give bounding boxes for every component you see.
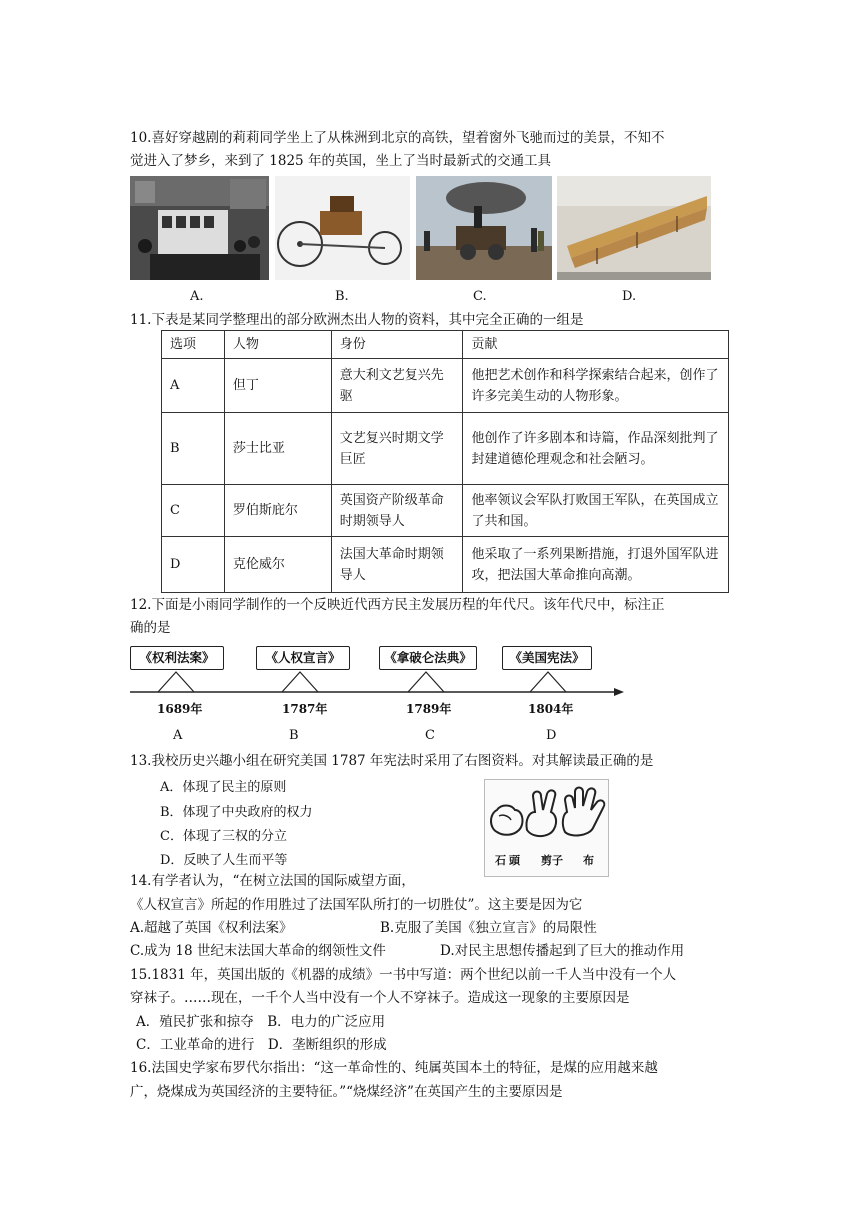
table-cell: 他率领议会军队打败国王军队，在英国成立了共和国。: [463, 485, 729, 537]
q12-stem-line1: 12.下面是小雨同学制作的一个反映近代西方民主发展历程的年代尺。该年代尺中，标注正: [130, 597, 665, 613]
q10-option-d: D.: [622, 289, 637, 304]
caption-rock-2: 頭: [509, 854, 520, 867]
table-cell: 他创作了许多剧本和诗篇，作品深刻批判了封建道德伦理观念和社会陋习。: [463, 413, 729, 485]
q13-option-d: D．反映了人生而平等: [160, 853, 288, 868]
table-cell: 文艺复兴时期文学巨匠: [331, 413, 463, 485]
table-cell: 克伦威尔: [224, 537, 331, 593]
photo-airplane: [557, 176, 711, 280]
q13-option-a: A．体现了民主的原则: [160, 780, 287, 795]
q10-stem-line2: 觉进入了梦乡，来到了 1825 年的英国，坐上了当时最新式的交通工具: [130, 153, 551, 169]
table-cell: 他采取了一系列果断措施，打退外国军队进攻，把法国大革命推向高潮。: [463, 537, 729, 593]
caption-scissors: 剪子: [541, 854, 563, 867]
photo-locomotive: [416, 176, 552, 280]
q14-stem-line2: 《人权宣言》所起的作用胜过了法国军队所打的一切胜仗”。这主要是因为它: [130, 897, 583, 913]
q10-stem-line1: 10.喜好穿越剧的莉莉同学坐上了从株洲到北京的高铁，望着窗外飞驰而过的美景，不知不: [130, 130, 665, 146]
table-header-cell: 人物: [224, 331, 331, 359]
timeline-year: 1789年: [406, 702, 452, 716]
table-header-row: [162, 331, 729, 359]
q14-option-a: A.超越了英国《权利法案》: [130, 920, 293, 936]
q12-option-d: D: [546, 728, 557, 743]
q12-option-a: A: [173, 728, 183, 743]
table-row: [162, 413, 729, 485]
timeline-doc-us-constitution: 《美国宪法》: [502, 646, 592, 670]
table-cell: 意大利文艺复兴先驱: [331, 359, 463, 413]
q15-stem-line2: 穿袜子。……现在，一千个人当中没有一个人不穿袜子。造成这一现象的主要原因是: [130, 990, 630, 1006]
q14-option-d: D.对民主思想传播起到了巨大的推动作用: [440, 943, 685, 959]
table-cell: C: [162, 485, 225, 537]
timeline-year: 1787年: [282, 702, 328, 716]
timeline-doc-napoleonic-code: 《拿破仑法典》: [379, 646, 477, 670]
table-header-cell: 贡献: [463, 331, 729, 359]
q14-option-b: B.克服了美国《独立宣言》的局限性: [380, 920, 597, 936]
caption-rock: 石: [495, 854, 506, 867]
q13-option-b: B．体现了中央政府的权力: [160, 805, 313, 820]
q12-option-c: C: [425, 728, 435, 743]
hand-gestures-icon: [485, 780, 608, 850]
table-header-cell: 身份: [331, 331, 463, 359]
caption-paper: 布: [583, 854, 594, 867]
table-cell: 法国大革命时期领导人: [331, 537, 463, 593]
q14-option-c: C.成为 18 世纪末法国大革命的纲领性文件: [130, 943, 386, 959]
table-header-cell: 选项: [162, 331, 225, 359]
q15-stem-line1: 15.1831 年，英国出版的《机器的成绩》一书中写道：两个世纪以前一千人当中没有一个人: [130, 967, 677, 983]
q10-option-b: B.: [335, 289, 349, 304]
table-row: [162, 485, 729, 537]
table-row: [162, 359, 729, 413]
timeline-year: 1804年: [528, 702, 574, 716]
q12-stem-line2: 确的是: [130, 620, 171, 636]
timeline-year: 1689年: [157, 702, 203, 716]
timeline-doc-bill-of-rights: 《权利法案》: [130, 646, 224, 670]
q15-options-cd: C．工业革命的进行 D．垄断组织的形成: [136, 1037, 387, 1053]
q13-stem: 13.我校历史兴趣小组在研究美国 1787 年宪法时采用了右图资料。对其解读最正确的是: [130, 753, 654, 769]
table-cell: B: [162, 413, 225, 485]
photo-benz-car: [275, 176, 410, 280]
table-cell: 罗伯斯庇尔: [224, 485, 331, 537]
table-cell: 英国资产阶级革命时期领导人: [331, 485, 463, 537]
table-cell: 他把艺术创作和科学探索结合起来，创作了许多完美生动的人物形象。: [463, 359, 729, 413]
q16-stem-line1: 16.法国史学家布罗代尔指出：“这一革命性的、纯属英国本土的特征，是煤的应用越来越: [130, 1060, 658, 1076]
q10-option-a: A.: [190, 289, 204, 304]
q10-option-c: C.: [473, 289, 487, 304]
rock-paper-scissors-image: [484, 779, 609, 877]
table-cell: 莎士比亚: [224, 413, 331, 485]
q13-option-c: C．体现了三权的分立: [160, 829, 287, 844]
q12-option-b: B: [289, 728, 299, 743]
q16-stem-line2: 广，烧煤成为英国经济的主要特征。”“烧煤经济”在英国产生的主要原因是: [130, 1084, 563, 1100]
q15-options-ab: A．殖民扩张和掠夺 B．电力的广泛应用: [136, 1014, 386, 1030]
table-row: [162, 537, 729, 593]
q14-stem-line1: 14.有学者认为，“在树立法国的国际威望方面，: [130, 873, 415, 889]
table-cell: 但丁: [224, 359, 331, 413]
timeline-axis: [128, 668, 628, 700]
q11-stem: 11.下表是某同学整理出的部分欧洲杰出人物的资料，其中完全正确的一组是: [130, 312, 584, 328]
photo-tram: [130, 176, 269, 280]
timeline-doc-declaration: 《人权宣言》: [256, 646, 350, 670]
table-cell: D: [162, 537, 225, 593]
q11-table: [161, 330, 729, 593]
table-cell: A: [162, 359, 225, 413]
